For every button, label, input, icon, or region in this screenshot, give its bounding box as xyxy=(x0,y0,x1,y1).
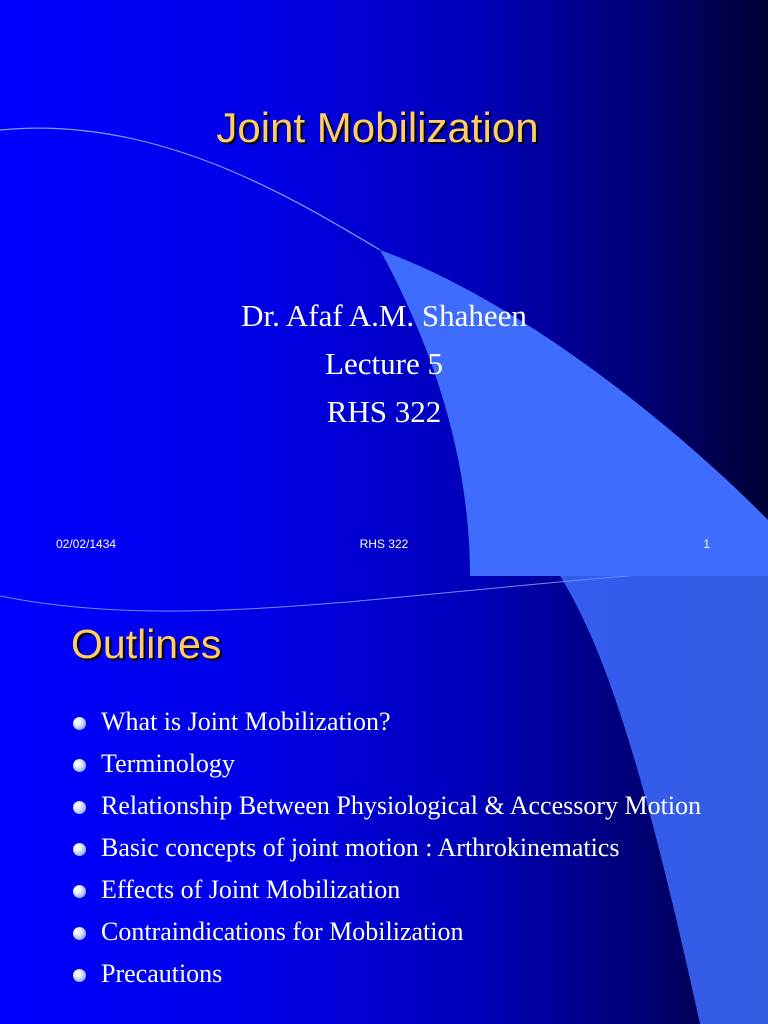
list-item: Precautions xyxy=(0,956,768,992)
slide-title: Joint Mobilization xyxy=(216,104,539,151)
bullet-icon xyxy=(73,927,86,940)
footer-date: 02/02/1434 xyxy=(56,537,117,551)
outline-list xyxy=(0,704,768,998)
footer-course: RHS 322 xyxy=(359,537,409,551)
bullet-icon xyxy=(73,969,86,982)
bullet-icon xyxy=(73,801,86,814)
list-item: Effects of Joint Mobilization xyxy=(0,872,768,908)
bullet-icon xyxy=(73,759,86,772)
lecture-line: Lecture 5 xyxy=(325,346,443,381)
bullet-icon xyxy=(73,717,86,730)
bullet-icon xyxy=(73,885,86,898)
footer-page-number: 1 xyxy=(703,537,710,551)
slide-subtitle xyxy=(0,292,768,436)
course-line: RHS 322 xyxy=(326,394,442,429)
slide-2 xyxy=(0,576,768,1024)
author-line: Dr. Afaf A.M. Shaheen xyxy=(241,298,527,333)
list-item: What is Joint Mobilization? xyxy=(0,704,768,740)
list-item: Contraindications for Mobilization xyxy=(0,914,768,950)
list-item: Relationship Between Physiological & Accessory Motion xyxy=(0,788,768,824)
slide-title: Outlines xyxy=(71,621,222,667)
bullet-icon xyxy=(73,843,86,856)
list-item: Terminology xyxy=(0,746,768,782)
list-item: Basic concepts of joint motion : Arthrokinematics xyxy=(0,830,768,866)
